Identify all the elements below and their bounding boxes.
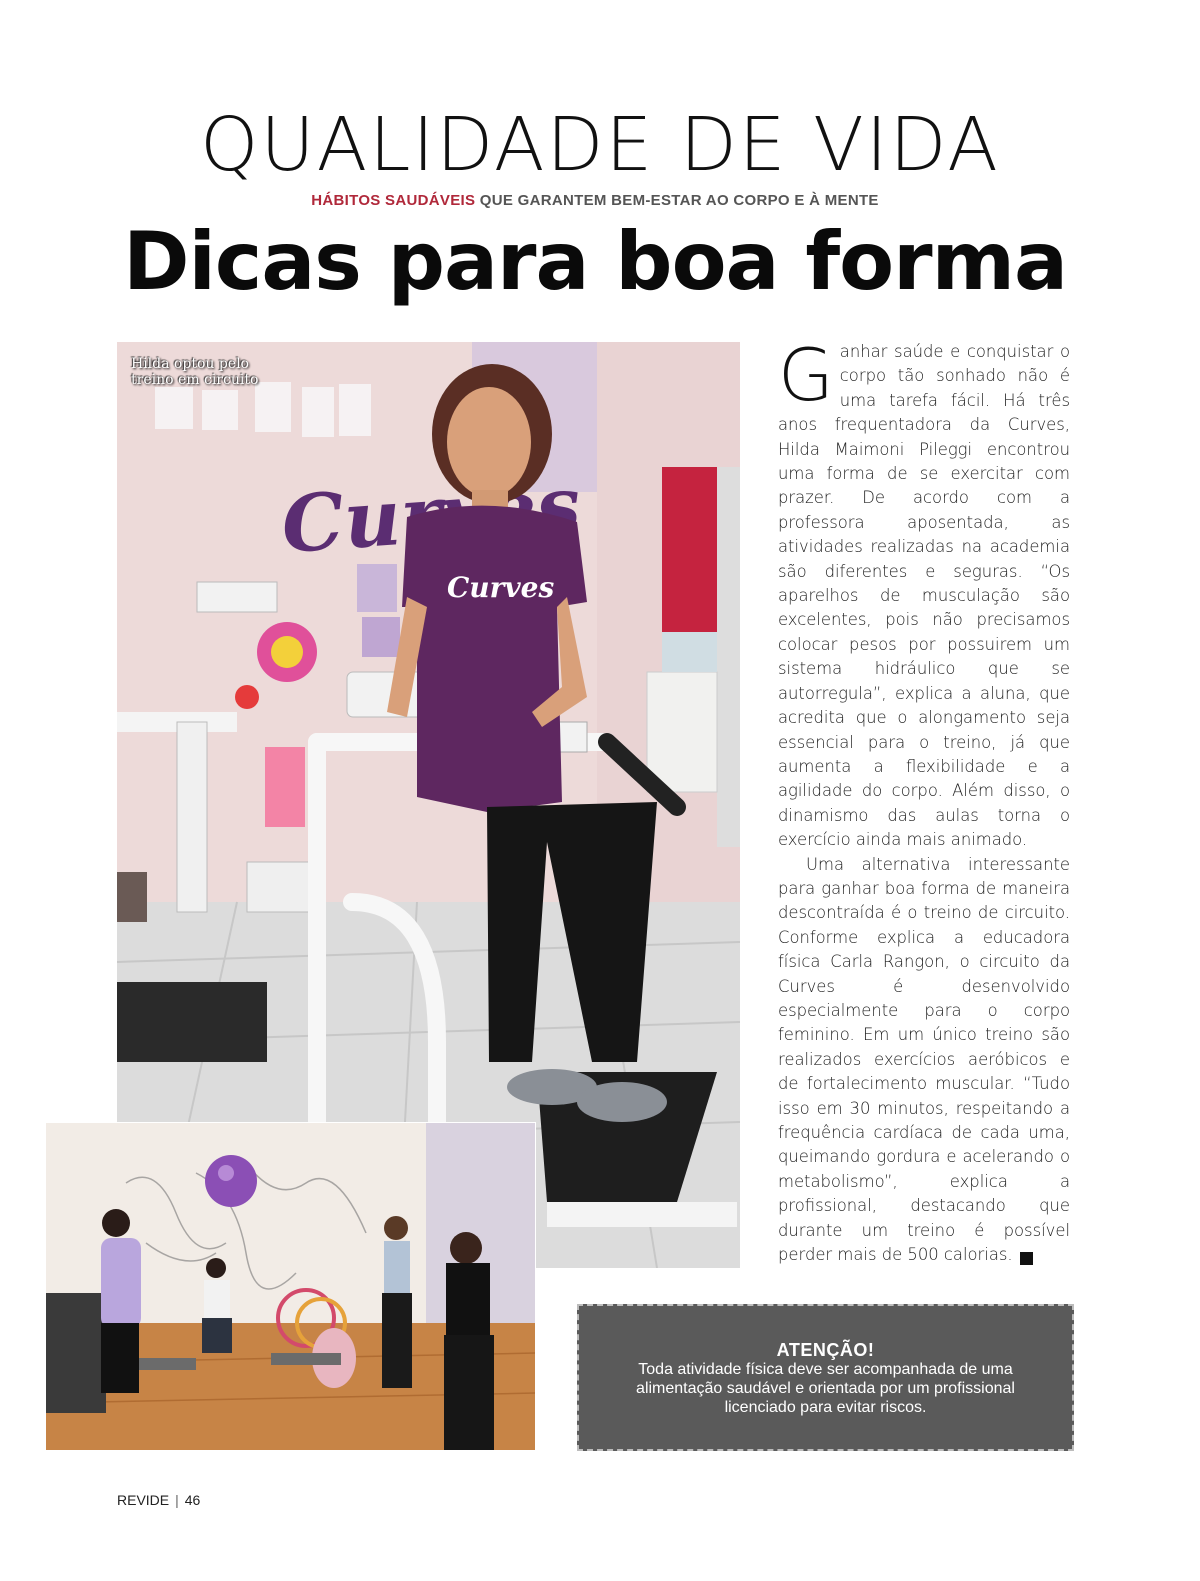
- end-mark-icon: r: [1020, 1252, 1033, 1265]
- paragraph-2-text: Uma alternativa interessante para ganhar boa forma de maneira descontraída é o treino de circuito. Conforme explica a educadora física Carla Rangon, o circuito da Curves é desenvolvido especialmente para o corpo feminino. Em um único treino são realizados exercícios aeróbicos e de fortalecimento muscular. “Tudo isso em 30 minutos, respeitando a frequência cardíaca de cada uma, queimando gordura e acelerando o metabolismo”, explica a profissional, destacando que durante um treino é possível perder mais de 500 calorias.: [778, 854, 1070, 1265]
- subtitle-rest: QUE GARANTEM BEM-ESTAR AO CORPO E À MENTE: [475, 192, 879, 209]
- photo-caption: Hilda optou pelo treino em circuito: [131, 356, 259, 388]
- paragraph-1-text: anhar saúde e conquistar o corpo tão sonhado não é uma tarefa fácil. Há três anos frequentadora da Curves, Hilda Maimoni Pileggi encontrou uma forma de se exercitar com prazer. De acordo com a professora aposentada, as atividades realizadas na academia são diferentes e seguras. “Os aparelhos de musculação são excelentes, pois não precisamos colocar pesos por possuirem um sistema hidráulico que se autorregula”, explica a aluna, que acredita que o alongamento seja essencial para o treino, já que aumenta a flexibilidade e a agilidade do corpo. Além disso, o dinamismo das aulas torna o exercício ainda mais animado.: [778, 342, 1070, 850]
- secondary-photo: [45, 1122, 536, 1451]
- secondary-photo-illustration: [46, 1123, 536, 1451]
- shirt-brand: Curves: [447, 571, 555, 604]
- article-body: [778, 333, 1070, 1267]
- section-subtitle: [0, 192, 1190, 209]
- page-number: 46: [184, 1492, 201, 1508]
- article-paragraph-1: [778, 333, 1070, 853]
- section-title: QUALIDADE DE VIDA: [200, 102, 1000, 188]
- drop-cap: G: [778, 333, 834, 417]
- magazine-name: REVIDE: [117, 1492, 170, 1508]
- subtitle-highlight: HÁBITOS SAUDÁVEIS: [311, 192, 476, 209]
- attention-box: [577, 1304, 1074, 1451]
- folio-separator: |: [175, 1492, 179, 1508]
- attention-text: Toda atividade física deve ser acompanhada de uma alimentação saudável e orientada por um profissional licenciado para evitar riscos.: [636, 1361, 1015, 1416]
- headline: Dicas para boa forma: [123, 215, 1067, 308]
- article-paragraph-2: [778, 853, 1070, 1268]
- page-folio: [117, 1492, 200, 1508]
- attention-title: ATENÇÃO!: [776, 1340, 875, 1360]
